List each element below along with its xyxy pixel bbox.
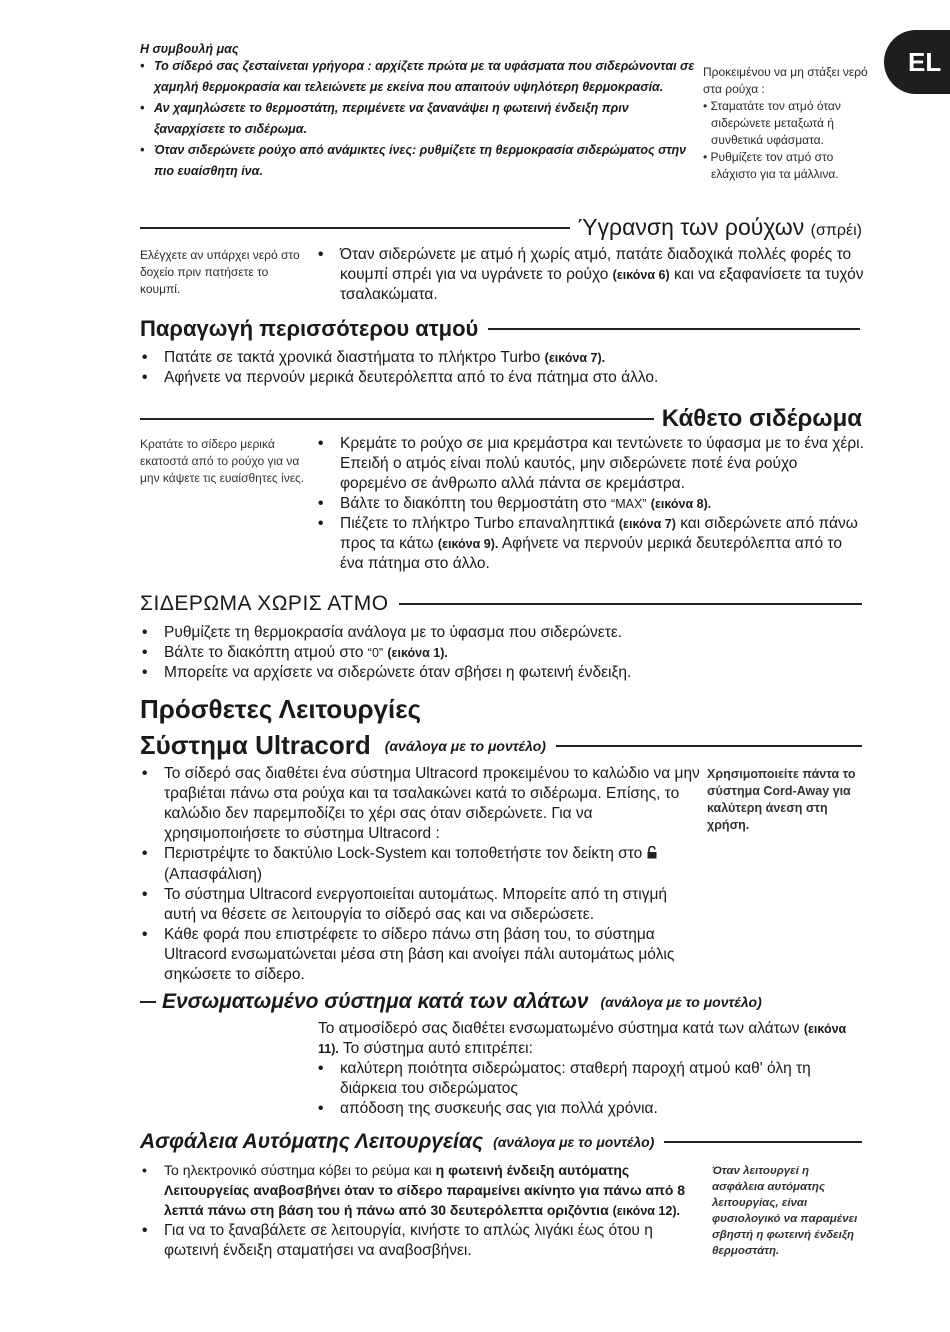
figure-ref: (εικόνα 7) <box>618 517 676 531</box>
anticalc-suffix: (ανάλογα με το μοντέλο) <box>600 994 762 1010</box>
ultracord-item <box>140 844 700 885</box>
no-steam-item: • Μπορείτε να αρχίσετε να σιδερώνετε όταν σβήσει η φωτεινή ένδειξη. <box>140 663 860 683</box>
anticalc-title: Ενσωματωμένο σύστημα κατά των αλάτων <box>162 990 589 1013</box>
safety-title: Ασφάλεια Αυτόματης Λειτουργείας <box>140 1130 484 1153</box>
anticalc-item: • καλύτερη ποιότητα σιδερώματος: σταθερή παροχή ατμού καθ' όλη τη διάρκεια του σιδερώματος <box>316 1059 866 1099</box>
figure-ref: (εικόνα 1). <box>387 646 448 660</box>
vertical-text: Αφήνετε να περνούν μερικά δευτερόλεπτα από το ένα πάτημα στο άλλο. <box>340 535 842 572</box>
ultracord-title: Σύστημα Ultracord <box>140 730 371 760</box>
spray-title <box>578 214 862 241</box>
tip-side-intro: Προκειμένου να μη στάξει νερό στα ρούχα : <box>703 65 868 96</box>
figure-ref: (εικόνα 12). <box>612 1204 680 1218</box>
heading-rule <box>664 1141 862 1143</box>
tip-block <box>140 42 700 182</box>
zero-label: “0” <box>367 646 384 660</box>
anticalc-intro-text: Το ατμοσίδερό σας διαθέτει ενσωματωμένο σύστημα κατά των αλάτων <box>318 1020 800 1037</box>
safety-suffix: (ανάλογα με το μοντέλο) <box>493 1134 655 1150</box>
more-steam-heading <box>140 316 860 342</box>
safety-side-note: Όταν λειτουργεί η ασφάλεια αυτόματης λειτουργίας, είναι φυσιολογικό να παραμένει σβηστή η φωτεινή ένδειξη θερμοστάτη. <box>712 1165 858 1257</box>
ultracord-list <box>140 764 700 985</box>
heading-rule <box>399 603 862 605</box>
more-steam-text: Πατάτε σε τακτά χρονικά διαστήματα το πλήκτρο Turbo <box>164 349 541 366</box>
language-tab-label: EL <box>908 46 942 77</box>
no-steam-heading <box>140 592 862 616</box>
spray-text-end: και να εξαφανίσετε τα τυχόν τσαλακώματα. <box>340 266 864 303</box>
spray-title-suffix: (σπρέι) <box>810 222 862 239</box>
no-steam-title: ΣΙΔΕΡΩΜΑ ΧΩΡΙΣ ΑΤΜΟ <box>140 592 389 615</box>
ultracord-heading <box>140 730 862 761</box>
vertical-title: Κάθετο σιδέρωμα <box>661 405 862 432</box>
extra-functions-title: Πρόσθετες Λειτουργίες <box>140 694 422 724</box>
ultracord-item: • Κάθε φορά που επιστρέφετε το σίδερο πάνω στη βάση του, το σύστημα Ultracord ενσωματώνεται μέσα στη βάση και ανοίγει πάλι αυτομάτως μόλις σηκώσετε το σίδερο. <box>140 925 700 985</box>
safety-list <box>140 1160 700 1261</box>
ultracord-text: (Απασφάλιση) <box>164 866 263 883</box>
tip-title: Η συμβουλή μας <box>140 42 239 56</box>
vertical-text: Βάλτε το διακόπτη του θερμοστάτη στο <box>340 495 607 512</box>
spray-text: Όταν σιδερώνετε με ατμό ή χωρίς ατμό, πατάτε διαδοχικά πολλές φορές το κουμπί σπρέι για να υγράνετε το ρούχο <box>340 246 852 283</box>
more-steam-item: • Αφήνετε να περνούν μερικά δευτερόλεπτα από το ένα πάτημα στο άλλο. <box>140 368 860 388</box>
no-steam-text: Βάλτε το διακόπτη ατμού στο <box>164 644 364 661</box>
ultracord-side-note: Χρησιμοποιείτε πάντα το σύστημα Cord-Away για καλύτερη άνεση στη χρήση. <box>707 767 856 832</box>
unlock-icon <box>647 845 657 865</box>
figure-ref: (εικόνα 8). <box>650 497 712 511</box>
figure-ref <box>613 268 670 282</box>
heading-rule <box>140 227 570 229</box>
anticalc-heading <box>140 990 862 1014</box>
heading-rule <box>488 328 860 330</box>
language-tab <box>884 30 950 94</box>
vertical-side-note: Κρατάτε το σίδερο μερικά εκατοστά από το ρούχο για να μην κάψετε τις ευαίσθητες ίνες. <box>140 437 305 485</box>
vertical-item <box>316 514 866 574</box>
figure-ref: (εικόνα 11). <box>318 1022 847 1056</box>
vertical-text: Πιέζετε το πλήκτρο Turbo επαναληπτικά <box>340 515 615 532</box>
spray-item <box>316 245 864 305</box>
spray-side-note: Ελέγχετε αν υπάρχει νερό στο δοχείο πριν πατήσετε το κουμπί. <box>140 248 300 296</box>
safety-item: • Για να το ξαναβάλετε σε λειτουργία, κινήστε το απλώς λιγάκι έως ότου η φωτεινή ένδειξη σταματήσει να αναβοσβήνει. <box>140 1221 700 1261</box>
anticalc-intro <box>318 1019 866 1059</box>
more-steam-list <box>140 348 860 388</box>
ultracord-text: Περιστρέψτε το δακτύλιο Lock-System και τοποθετήστε τον δείκτη στο <box>164 845 643 862</box>
tip-item: • Το σίδερό σας ζεσταίνεται γρήγορα : αρχίζετε πρώτα με τα υφάσματα που σιδερώνονται σε χαμηλή θερμοκρασία και τελειώνετε με εκείνα που απαιτούν υψηλότερη θερμοκρασία. <box>140 56 700 98</box>
vertical-item <box>316 494 866 514</box>
heading-rule <box>556 745 862 747</box>
ultracord-item: • Το σίδερό σας διαθέτει ένα σύστημα Ultracord προκειμένου το καλώδιο να μην τραβιέται πάνω στα ρούχα και τα τσαλακώνει κατά το σιδέρωμα. Επίσης, το καλώδιο δεν παρεμποδίζει το χέρι σας όταν σιδερώνετε. Για να χρησιμοποιήσετε το σύστημα Ultracord : <box>140 764 700 844</box>
max-label: “MAX” <box>611 497 647 511</box>
anticalc-intro-text: Το σύστημα αυτό επιτρέπει: <box>342 1040 533 1057</box>
heading-dash <box>140 1001 156 1003</box>
anticalc-list <box>316 1059 866 1119</box>
figure-ref-text: (εικόνα 6) <box>612 268 670 282</box>
heading-rule <box>140 418 654 420</box>
spray-title-text: Ύγρανση των ρούχων <box>577 214 805 240</box>
vertical-item: • Κρεμάτε το ρούχο σε μια κρεμάστρα και τεντώνετε το ύφασμα με το ένα χέρι. Επειδή ο ατμός είναι πολύ καυτός, μην σιδερώνετε ποτέ ένα ρούχο φορεμένο σε άνθρωπο αλλά πάντα σε κρεμάστρα. <box>316 434 866 494</box>
vertical-list <box>316 434 866 574</box>
anticalc-item: • απόδοση της συσκευής σας για πολλά χρόνια. <box>316 1099 866 1119</box>
safety-text: Το ηλεκτρονικό σύστημα κόβει το ρεύμα και <box>164 1162 432 1178</box>
ultracord-suffix: (ανάλογα με το μοντέλο) <box>384 737 546 754</box>
tip-side-bullet: • Σταματάτε τον ατμό όταν σιδερώνετε μεταξωτά ή συνθετικά υφάσματα. <box>703 99 841 147</box>
more-steam-title: Παραγωγή περισσότερου ατμού <box>140 316 479 341</box>
safety-heading <box>140 1130 862 1154</box>
tip-item: • Αν χαμηλώσετε το θερμοστάτη, περιμένετε να ξανανάψει η φωτεινή ένδειξη πριν ξαναρχίσετε το σιδέρωμα. <box>140 98 700 140</box>
spray-list <box>316 245 864 305</box>
more-steam-item <box>140 348 860 368</box>
no-steam-item <box>140 643 860 663</box>
tip-item: • Όταν σιδερώνετε ρούχο από ανάμικτες ίνες: ρυθμίζετε τη θερμοκρασία σιδερώματος στην πιο ευαίσθητη ίνα. <box>140 140 700 182</box>
ultracord-item: • Το σύστημα Ultracord ενεργοποιείται αυτομάτως. Μπορείτε από τη στιγμή αυτή να θέσετε σε λειτουργία το σίδερό σας και να σιδερώσετε. <box>140 885 700 925</box>
vertical-text: και σιδερώνετε από πάνω προς τα κάτω <box>340 515 858 552</box>
figure-ref: (εικόνα 9). <box>437 537 499 551</box>
safety-item <box>140 1160 700 1221</box>
vertical-heading <box>140 405 862 433</box>
spray-heading <box>140 214 862 241</box>
no-steam-list <box>140 623 860 683</box>
tip-side-note <box>703 64 868 183</box>
figure-ref: (εικόνα 7). <box>544 351 606 365</box>
tip-side-bullet: • Ρυθμίζετε τον ατμό στο ελάχιστο για τα μάλλινα. <box>703 150 839 181</box>
safety-bold-text: η φωτεινή ένδειξη αυτόματης Λειτουργείας αναβοσβήνει όταν το σίδερο παραμείνει ακίνητο για πάνω από 8 λεπτά πάνω στη βάση του ή πάνω από 30 δευτερόλεπτα οριζόντια <box>164 1162 686 1218</box>
no-steam-item: • Ρυθμίζετε τη θερμοκρασία ανάλογα με το ύφασμα που σιδερώνετε. <box>140 623 860 643</box>
